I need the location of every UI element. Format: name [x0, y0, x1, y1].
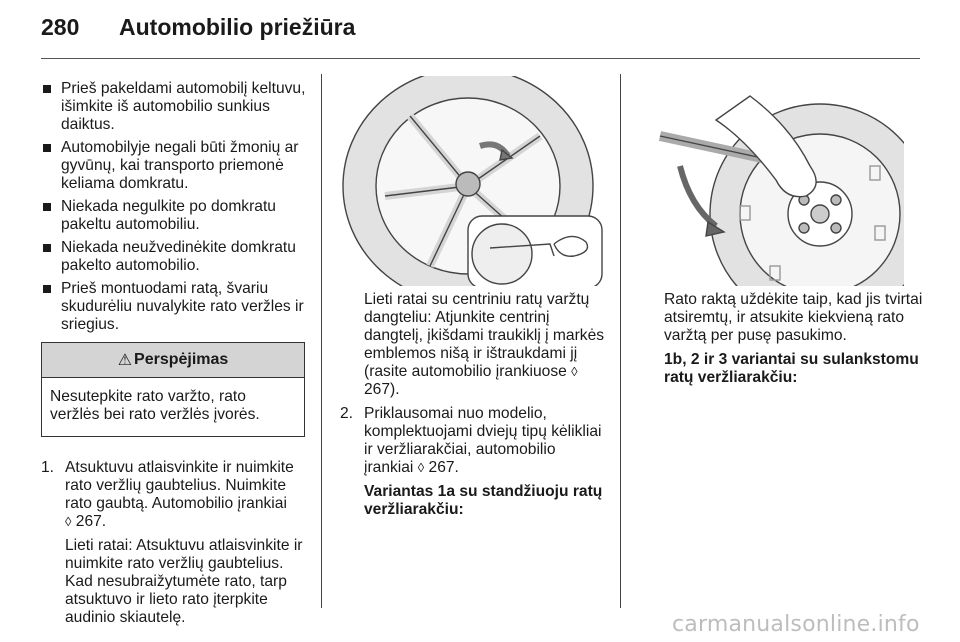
warning-box — [41, 342, 305, 437]
bullet-square-icon — [43, 285, 51, 293]
page-reference: 267. — [428, 459, 459, 476]
bullet-square-icon — [43, 144, 51, 152]
step-number: 1. — [41, 459, 55, 476]
header-divider — [41, 58, 920, 59]
steps-list — [41, 459, 309, 627]
column-divider-1 — [321, 74, 322, 608]
steps-list-2 — [340, 405, 608, 519]
wrench-instruction: Rato raktą uždėkite taip, kad jis tvirtai atsiremtų, ir atsukite kiekvieną rato varžtą per pusę pasukimo. — [664, 291, 923, 344]
warning-header — [42, 343, 304, 378]
bullet-square-icon — [43, 244, 51, 252]
list-item: Niekada neužvedinėkite domkratu pakelto automobilio. — [41, 239, 309, 275]
bullet-square-icon — [43, 203, 51, 211]
step-text: Priklausomai nuo modelio, komplektuojami dviejų tipų kėlikliai ir veržliarakčiai, automobilio įrankiai — [364, 405, 602, 476]
safety-bullet-list — [41, 80, 309, 334]
list-item: Prieš pakeldami automobilį keltuvu, išimkite iš automobilio sunkius daiktus. — [41, 80, 309, 134]
page-header — [41, 14, 355, 50]
alloy-wheel-cap-illustration — [340, 76, 604, 286]
column-2 — [340, 76, 608, 525]
list-item: Niekada negulkite po domkratu pakeltu automobiliu. — [41, 198, 309, 234]
center-cap-paragraph: Lieti ratai su centriniu ratų varžtų dangteliu: Atjunkite centrinį dangtelį, įkišdami traukiklį į markės emblemos nišą ir ištraukdami jį (rasite automobilio įrankiuose ◊ 267). — [364, 291, 605, 398]
bullet-square-icon — [43, 85, 51, 93]
page-reference: 267). — [364, 381, 400, 398]
watermark: carmanualsonline.info — [672, 612, 920, 637]
variant-heading: Variantas 1a su standžiuoju ratų veržliarakčiu: — [364, 483, 603, 518]
column-divider-2 — [620, 74, 621, 608]
page-title: Automobilio priežiūra — [119, 14, 356, 40]
column-3 — [640, 76, 930, 387]
reference-icon: ◊ — [65, 514, 72, 529]
step-item — [340, 405, 608, 519]
step-item — [41, 459, 309, 627]
column-1 — [41, 80, 309, 633]
warning-text: Nesutepkite rato varžto, rato veržlės bei rato veržlės įvorės. — [50, 388, 260, 423]
reference-icon: ◊ — [417, 460, 425, 475]
step-text: Atsuktuvu atlaisvinkite ir nuimkite rato veržlių gaubtelius. Nuimkite rato gaubtą. Automobilio įrankiai — [65, 459, 294, 512]
reference-icon: ◊ — [571, 364, 578, 379]
warning-triangle-icon: ⚠ — [117, 352, 133, 369]
list-item: Prieš montuodami ratą, švariu skudurėliu nuvalykite rato veržles ir sriegius. — [41, 280, 309, 334]
variant-heading-2: 1b, 2 ir 3 variantai su sulankstomu ratų veržliarakčiu: — [664, 351, 919, 386]
wheel-wrench-illustration — [640, 76, 904, 286]
page-number: 280 — [41, 14, 80, 40]
warning-title: Perspėjimas — [134, 351, 229, 368]
step-subparagraph: Lieti ratai: Atsuktuvu atlaisvinkite ir nuimkite rato veržlių gaubtelius. Kad nesubraižytumėte rato, tarp atsuktuvo ir lieto rato įterpkite audinio skiautelę. — [65, 537, 303, 626]
step-number: 2. — [340, 405, 354, 422]
list-item: Automobilyje negali būti žmonių ar gyvūnų, kai transporto priemonė keliama domkratu. — [41, 139, 309, 193]
page-reference: 267. — [75, 513, 107, 530]
